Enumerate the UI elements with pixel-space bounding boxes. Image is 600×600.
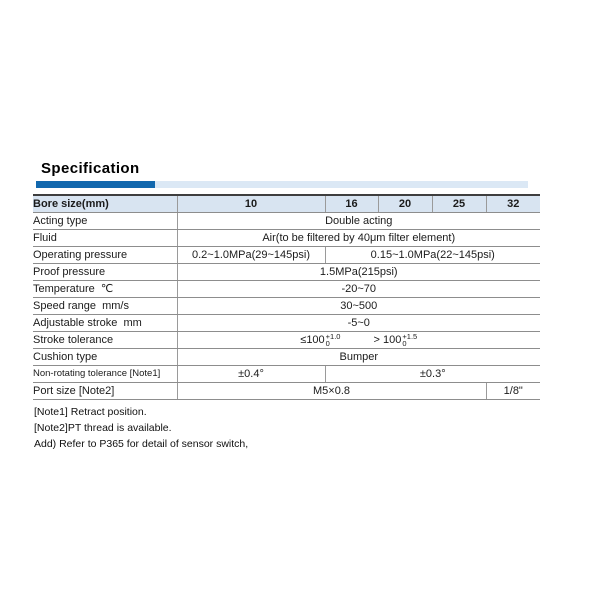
speed-range-value: 30~500 bbox=[177, 298, 540, 315]
row-stroke-tolerance bbox=[33, 332, 540, 349]
non-rotating-bore10: ±0.4° bbox=[177, 366, 325, 383]
footnote-2: [Note2]PT thread is available. bbox=[34, 421, 172, 434]
tolerance-gt-sup: +1.5 bbox=[402, 331, 418, 341]
tolerance-le-100 bbox=[300, 331, 341, 348]
operating-pressure-label: Operating pressure bbox=[33, 247, 177, 264]
tolerance-gt-sub: 0 bbox=[402, 339, 407, 348]
adjustable-stroke-label: Adjustable stroke mm bbox=[33, 315, 177, 332]
row-adjustable-stroke bbox=[33, 315, 540, 332]
operating-pressure-bore10: 0.2~1.0MPa(29~145psi) bbox=[177, 247, 325, 264]
row-acting-type bbox=[33, 213, 540, 230]
proof-pressure-label: Proof pressure bbox=[33, 264, 177, 281]
port-size-bore32: 1/8" bbox=[486, 383, 540, 400]
tolerance-le-sup: +1.0 bbox=[325, 331, 341, 341]
proof-pressure-value: 1.5MPa(215psi) bbox=[177, 264, 540, 281]
operating-pressure-bore16-32: 0.15~1.0MPa(22~145psi) bbox=[325, 247, 540, 264]
title-accent-bar bbox=[36, 181, 528, 188]
tolerance-gt-base: > 100 bbox=[373, 333, 402, 346]
row-proof-pressure bbox=[33, 264, 540, 281]
spec-table bbox=[33, 194, 540, 400]
row-speed-range bbox=[33, 298, 540, 315]
bore-col-10: 10 bbox=[177, 195, 325, 213]
tolerance-gt-100 bbox=[373, 331, 418, 348]
tolerance-le-base: ≤100 bbox=[300, 333, 325, 346]
title-accent-bar-dark bbox=[36, 181, 155, 188]
adjustable-stroke-value: -5~0 bbox=[177, 315, 540, 332]
bore-size-label: Bore size(mm) bbox=[33, 195, 177, 213]
stroke-tolerance-label: Stroke tolerance bbox=[33, 332, 177, 349]
tolerance-le-sub: 0 bbox=[325, 339, 330, 348]
fluid-value: Air(to be filtered by 40μm filter element) bbox=[177, 230, 540, 247]
stroke-tolerance-value bbox=[177, 332, 540, 349]
temperature-label: Temperature ℃ bbox=[33, 281, 177, 298]
non-rotating-tolerance-label: Non-rotating tolerance [Note1] bbox=[33, 366, 177, 383]
row-operating-pressure bbox=[33, 247, 540, 264]
row-port-size bbox=[33, 383, 540, 400]
speed-range-label: Speed range mm/s bbox=[33, 298, 177, 315]
acting-type-value: Double acting bbox=[177, 213, 540, 230]
row-non-rotating-tolerance bbox=[33, 366, 540, 383]
temperature-value: -20~70 bbox=[177, 281, 540, 298]
port-size-label: Port size [Note2] bbox=[33, 383, 177, 400]
bore-col-32: 32 bbox=[486, 195, 540, 213]
non-rotating-bore16-32: ±0.3° bbox=[325, 366, 540, 383]
footnote-3: Add) Refer to P365 for detail of sensor switch, bbox=[34, 437, 249, 450]
bore-col-16: 16 bbox=[325, 195, 378, 213]
row-cushion-type bbox=[33, 349, 540, 366]
footnote-1: [Note1] Retract position. bbox=[34, 406, 147, 418]
row-temperature bbox=[33, 281, 540, 298]
fluid-label: Fluid bbox=[33, 230, 177, 247]
section-title: Specification bbox=[41, 160, 140, 177]
spec-sheet bbox=[33, 160, 540, 452]
row-bore-size bbox=[33, 195, 540, 213]
tolerance-gt-stack bbox=[402, 333, 417, 346]
tolerance-le-stack bbox=[326, 333, 341, 346]
bore-col-25: 25 bbox=[432, 195, 486, 213]
acting-type-label: Acting type bbox=[33, 213, 177, 230]
footnotes bbox=[33, 405, 540, 452]
cushion-type-value: Bumper bbox=[177, 349, 540, 366]
bore-col-20: 20 bbox=[378, 195, 432, 213]
row-fluid bbox=[33, 230, 540, 247]
cushion-type-label: Cushion type bbox=[33, 349, 177, 366]
port-size-bore10-25: M5×0.8 bbox=[177, 383, 486, 400]
